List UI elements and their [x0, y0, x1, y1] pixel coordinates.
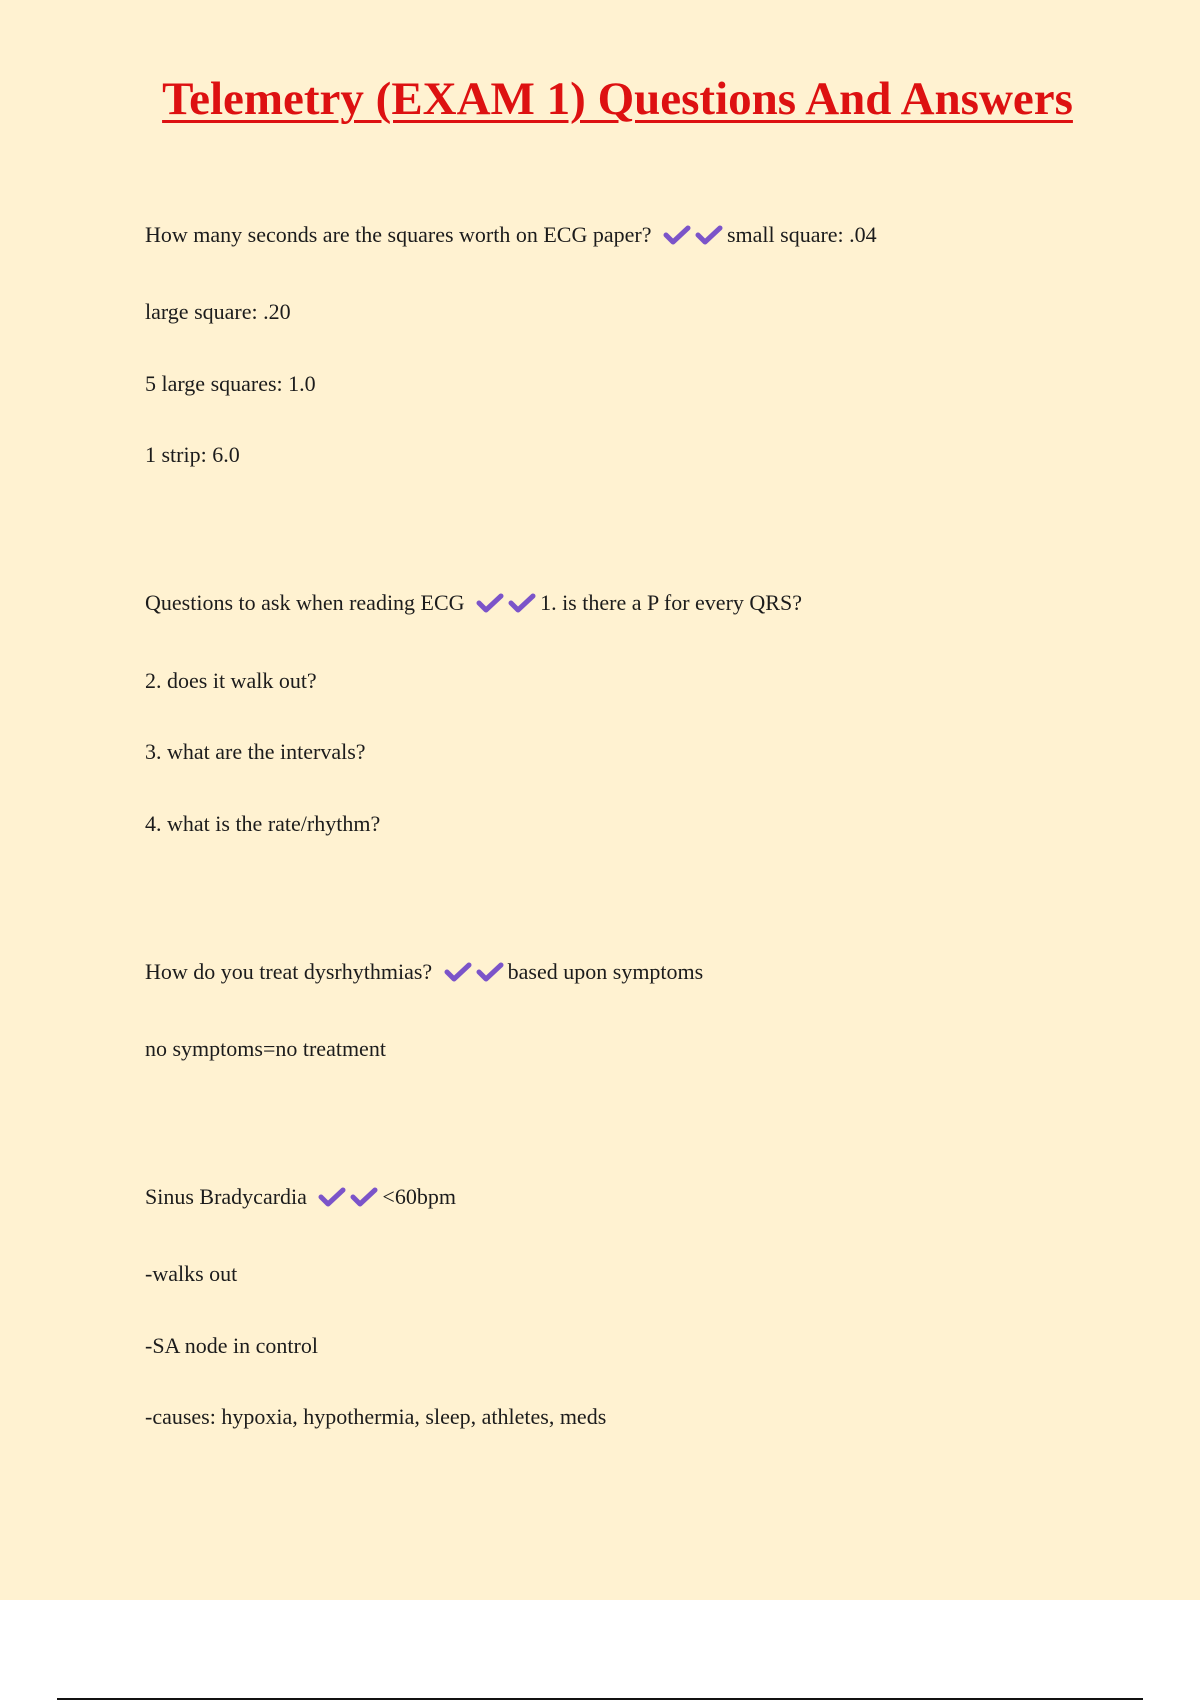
- checkmark-icon: [508, 592, 536, 614]
- question-text: Sinus Bradycardia: [145, 1184, 307, 1209]
- checkmark-icon: [476, 961, 504, 983]
- answer-text: <60bpm: [382, 1184, 456, 1209]
- checkmark-icon: [318, 1186, 346, 1208]
- answer-line: -causes: hypoxia, hypothermia, sleep, athletes, meds: [145, 1404, 607, 1429]
- answer-line: -walks out: [145, 1261, 238, 1286]
- answer-line: 5 large squares: 1.0: [145, 371, 316, 396]
- checkmark-icon: [444, 961, 472, 983]
- qa-question-line: [145, 1183, 456, 1211]
- checkmark-icon: [695, 224, 723, 246]
- answer-line: 1 strip: 6.0: [145, 442, 240, 467]
- question-text: Questions to ask when reading ECG: [145, 590, 465, 615]
- answer-line: large square: .20: [145, 299, 291, 324]
- qa-question-line: [145, 589, 802, 617]
- qa-question-line: [145, 221, 877, 249]
- checkmark-icon: [350, 1186, 378, 1208]
- answer-line: 2. does it walk out?: [145, 668, 317, 693]
- answer-line: 4. what is the rate/rhythm?: [145, 811, 381, 836]
- qa-question-line: [145, 958, 703, 986]
- question-text: How many seconds are the squares worth on ECG paper?: [145, 222, 652, 247]
- answer-text: small square: .04: [726, 222, 877, 247]
- answer-line: -SA node in control: [145, 1333, 318, 1358]
- question-text: How do you treat dysrhythmias?: [145, 959, 433, 984]
- checkmark-icon: [663, 224, 691, 246]
- answer-line: 3. what are the intervals?: [145, 739, 366, 764]
- answer-text: based upon symptoms: [507, 959, 704, 984]
- answer-text: 1. is there a P for every QRS?: [540, 590, 802, 615]
- checkmark-icon: [476, 592, 504, 614]
- document-title: Telemetry (EXAM 1) Questions And Answers: [162, 73, 1073, 125]
- answer-line: no symptoms=no treatment: [145, 1036, 386, 1061]
